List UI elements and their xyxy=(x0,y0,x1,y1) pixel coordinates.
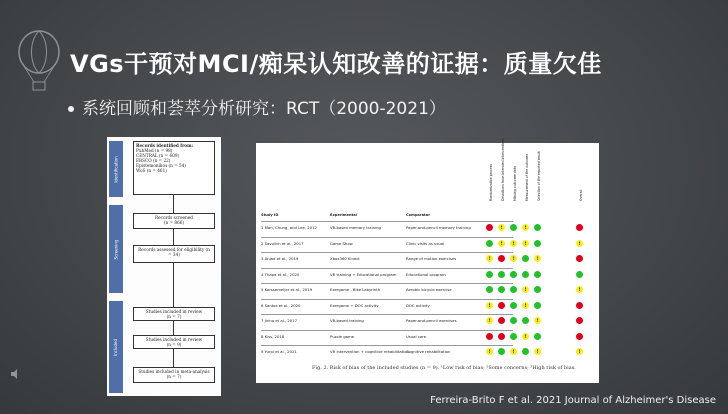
bullet-point xyxy=(68,94,446,119)
bias-judgement-dot xyxy=(522,317,529,324)
flow-box-identified: Records identified from: PubMed (n = 98) CENTRAL (n = 609) EBSCO (n = 22) Epistemonikos (n = 54) WoS (n = 461) xyxy=(133,141,215,195)
table-cell-study: 6 Santos et al., 2020 xyxy=(261,302,301,308)
bias-judgement-dot xyxy=(534,302,541,309)
table-cell-study: 3 Anjad et al., 2019 xyxy=(261,256,299,261)
bias-judgement-dot xyxy=(576,255,583,262)
header-experimental: Experimental xyxy=(330,213,357,217)
bias-judgement-dot xyxy=(534,224,541,231)
bias-judgement-dot xyxy=(534,286,541,293)
bias-judgement-dot: ! xyxy=(486,255,493,262)
bias-judgement-dot: ! xyxy=(522,333,529,340)
bias-judgement-dot xyxy=(498,286,505,293)
table-cell-study: 7 Jirino et al., 2017 xyxy=(261,318,298,323)
table-cell-comp: Clinic visits as usual xyxy=(406,240,445,246)
row-divider xyxy=(261,314,513,315)
bias-judgement-dot xyxy=(522,271,529,278)
flow-box-assessed: Records assessed for eligibility (n = 34) xyxy=(133,245,215,263)
row-divider xyxy=(261,252,513,253)
bias-judgement-dot: ! xyxy=(522,286,529,293)
domain-header: Missing outcome data xyxy=(513,165,517,201)
table-cell-exp: Puzzle game xyxy=(330,333,354,339)
bullet-dot-icon xyxy=(68,106,74,112)
bias-judgement-dot: ! xyxy=(534,317,541,324)
domain-header: Deviations from intended interventions xyxy=(501,138,505,201)
bias-judgement-dot: ! xyxy=(576,240,583,247)
bias-judgement-dot xyxy=(498,333,505,340)
row-divider xyxy=(261,299,513,300)
table-cell-exp: Exergame + DOC activity xyxy=(330,302,379,308)
table-cell-study: 5 Karssemeijer et al., 2019 xyxy=(261,287,313,292)
bias-judgement-dot xyxy=(534,271,541,278)
bias-judgement-dot: ! xyxy=(510,348,517,355)
bias-judgement-dot: ! xyxy=(486,302,493,309)
bias-judgement-dot: ! xyxy=(498,240,505,247)
bias-judgement-dot xyxy=(576,317,583,324)
table-cell-exp: VR-based memory training xyxy=(330,225,381,230)
bias-judgement-dot xyxy=(498,271,505,278)
bias-judgement-dot xyxy=(510,224,517,231)
bias-judgement-dot xyxy=(510,333,517,340)
bias-judgement-dot: ! xyxy=(522,224,529,231)
table-cell-exp: VR training + Educational program xyxy=(330,271,397,277)
bias-judgement-dot xyxy=(534,333,541,340)
bias-judgement-dot xyxy=(498,255,505,262)
flow-box-screened: Records screened (n = 866) xyxy=(133,213,215,229)
speaker-icon xyxy=(10,368,22,380)
table-cell-comp: Paper-and-pencil memory training xyxy=(406,225,471,230)
bias-judgement-dot: ! xyxy=(486,317,493,324)
table-cell-exp: Exergame - Bike Labyrinth xyxy=(330,287,381,292)
row-divider xyxy=(261,237,513,238)
citation-credit: Ferreira-Brito F et al. 2021 Journal of Alzheimer's Disease xyxy=(430,395,716,406)
table-cell-comp: DOC activity xyxy=(406,302,430,308)
bias-judgement-dot xyxy=(498,317,505,324)
table-cell-exp: VR intervention + cognitive rehabilitation xyxy=(330,349,409,354)
bias-judgement-dot: ! xyxy=(522,240,529,247)
table-cell-exp: Game Show xyxy=(330,240,353,246)
flow-box-included-review-2: Studies included in review (n = 9) xyxy=(133,335,215,349)
bias-judgement-dot xyxy=(522,255,529,262)
hot-air-balloon-icon xyxy=(14,30,64,92)
bias-judgement-dot xyxy=(486,271,493,278)
row-divider xyxy=(261,221,513,222)
table-cell-exp: Xbox360 Kinect xyxy=(330,256,360,261)
bias-judgement-dot xyxy=(510,302,517,309)
bias-judgement-dot: ! xyxy=(510,255,517,262)
table-cell-comp: Aerobic bicycle exercise xyxy=(406,287,452,292)
bias-judgement-dot xyxy=(522,348,529,355)
slide-title: VGs干预对MCI/痴呆认知改善的证据：质量欠佳 xyxy=(70,50,602,78)
domain-header: Measurement of the outcome xyxy=(525,153,529,201)
header-comparator: Comparator xyxy=(406,213,431,217)
phase-screening: Screening xyxy=(109,205,123,293)
bias-judgement-dot xyxy=(510,317,517,324)
bias-judgement-dot xyxy=(498,302,505,309)
bias-judgement-dot xyxy=(498,348,505,355)
table-cell-study: 8 Kiss, 2018 xyxy=(261,333,285,339)
phase-included: Included xyxy=(109,301,123,393)
figure-caption: Fig. 2. Risk of bias of the included studies (n = 9). ¹Low risk of bias; ²Some concerns; ³High risk of bias. xyxy=(312,365,576,371)
table-cell-study: 2 Savulich et al., 2017 xyxy=(261,240,304,246)
row-divider xyxy=(261,283,513,284)
table-cell-study: 4 Thapa et al., 2020 xyxy=(261,271,300,277)
flow-box-included-review: Studies included in review (n = 7) xyxy=(133,307,215,321)
table-cell-study: 1 Man, Chung, and Lee, 2012 xyxy=(261,225,317,230)
risk-of-bias-table xyxy=(256,138,599,383)
table-cell-comp: Range of motion exercises xyxy=(406,256,457,261)
bias-judgement-dot xyxy=(486,333,493,340)
bias-judgement-dot xyxy=(486,224,493,231)
row-divider xyxy=(261,330,513,331)
table-cell-exp: VR-based training xyxy=(330,318,364,323)
domain-header: Randomization process xyxy=(489,163,493,201)
bias-judgement-dot xyxy=(486,286,493,293)
bias-judgement-dot xyxy=(510,286,517,293)
header-study-id: Study ID xyxy=(261,213,279,217)
table-cell-study: 9 Yurpl et al., 2021 xyxy=(261,349,297,354)
bias-judgement-dot xyxy=(486,240,493,247)
phase-identification: Identification xyxy=(109,141,123,197)
row-divider xyxy=(261,345,513,346)
bias-judgement-dot: ! xyxy=(576,348,583,355)
table-cell-comp: Paper-and-pencil exercises xyxy=(406,318,457,323)
bias-judgement-dot xyxy=(576,333,583,340)
prisma-flow-diagram xyxy=(107,137,221,396)
bias-judgement-dot xyxy=(510,271,517,278)
row-divider xyxy=(261,268,513,269)
table-cell-comp: Educational program xyxy=(406,271,446,277)
bias-judgement-dot xyxy=(576,302,583,309)
flow-box-meta-analysis: Studies included in meta-analysis (n = 7) xyxy=(133,367,215,383)
table-cell-comp: Cognitive rehabilitation xyxy=(406,349,451,354)
bias-judgement-dot: ! xyxy=(534,348,541,355)
table-cell-comp: Usual care xyxy=(406,333,426,339)
domain-header: Selection of the reported result xyxy=(537,151,541,201)
bias-judgement-dot: ! xyxy=(522,302,529,309)
bias-judgement-dot: ! xyxy=(534,255,541,262)
bias-judgement-dot: ! xyxy=(510,240,517,247)
bias-judgement-dot: ! xyxy=(486,348,493,355)
domain-header: Overall xyxy=(579,189,583,201)
bias-judgement-dot xyxy=(576,224,583,231)
bullet-text: 系统回顾和荟萃分析研究：RCT（2000-2021） xyxy=(82,99,446,119)
bias-judgement-dot xyxy=(576,271,583,278)
bias-judgement-dot: ! xyxy=(576,286,583,293)
bias-judgement-dot xyxy=(534,240,541,247)
bias-judgement-dot: ! xyxy=(498,224,505,231)
